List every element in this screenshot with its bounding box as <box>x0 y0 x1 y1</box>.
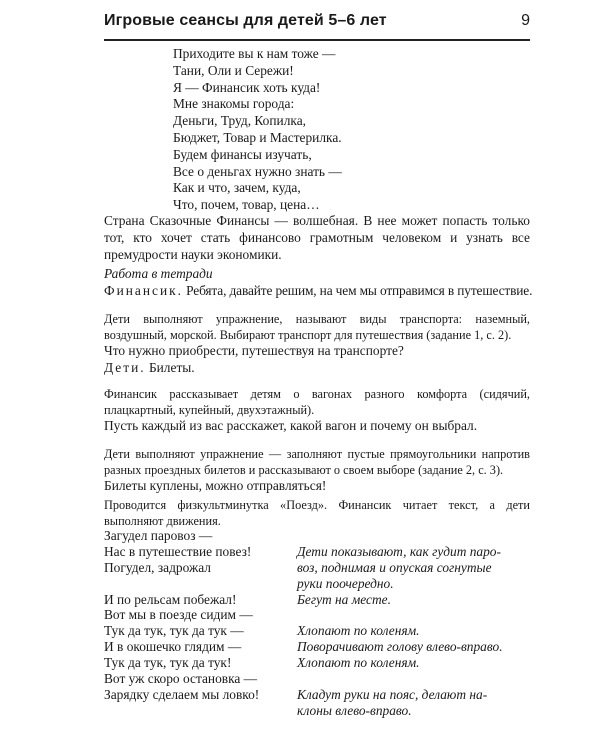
poem-line: Тук да тук, тук да тук — <box>104 623 244 639</box>
speaker-financik: Финансик. <box>104 283 183 298</box>
direction-line: воз, поднимая и опуская согнутые <box>297 559 492 575</box>
poem-line: Что, почем, товар, цена… <box>173 197 320 213</box>
paragraph-country: Страна Сказочные Финансы — волшебная. В нее может попасть только тот, кто хочет стать финансово грамотным человеком и узнать все премудрости науки экономики. <box>104 213 530 262</box>
children-line <box>104 360 530 377</box>
direction-line: Хлопают по коленям. <box>297 623 420 639</box>
poem-line <box>104 576 294 592</box>
children-answer: Билеты. <box>145 360 195 375</box>
poem-line: Нас в путешествие повез! <box>104 543 252 559</box>
page-header <box>104 12 530 42</box>
poem-line: Будем финансы изучать, <box>173 146 312 162</box>
poem-line: Я — Финансик хоть куда! <box>173 79 321 95</box>
poem-line: Мне знакомы города: <box>173 96 295 112</box>
poem-line: Погудел, задрожал <box>104 559 211 575</box>
direction-line: Кладут руки на пояс, делают на- <box>297 686 488 702</box>
direction-line: руки поочередно. <box>297 575 394 591</box>
direction-line <box>297 671 530 687</box>
poem-line: Все о деньгах нужно знать — <box>173 163 342 179</box>
poem-line: Зарядку сделаем мы ловко! <box>104 686 260 702</box>
paragraph-tickets: Билеты куплены, можно отправляться! <box>104 478 327 493</box>
header-rule <box>104 39 530 41</box>
financik-line <box>104 283 533 300</box>
poem-line: Как и что, зачем, куда, <box>173 180 301 196</box>
poem-line: Деньги, Труд, Копилка, <box>173 113 306 129</box>
direction-line: Поворачивают голову влево-вправо. <box>297 639 503 655</box>
poem-line: Вот уж скоро остановка — <box>104 671 258 687</box>
direction-line: Дети показывают, как гудит паро- <box>297 543 501 559</box>
poem-line: Тани, Оли и Сережи! <box>173 62 294 78</box>
page-number: 9 <box>521 12 530 29</box>
poem-line: И в окошечко глядим — <box>104 639 242 655</box>
paragraph-question: Что нужно приобрести, путешествуя на транспорте? <box>104 343 404 358</box>
stage-directions-column <box>297 528 530 719</box>
paragraph-wagons: Финансик рассказывает детям о вагонах разного комфорта (сидячий, плацкартный, купейный, двухэтажный). <box>104 387 530 417</box>
poem-line: И по рельсам побежал! <box>104 591 237 607</box>
poem-line: Вот мы в поезде сидим — <box>104 607 253 623</box>
direction-line: клоны влево-вправо. <box>297 702 412 718</box>
direction-line: Бегут на месте. <box>297 591 391 607</box>
running-title: Игровые сеансы для детей 5–6 лет <box>104 12 387 29</box>
direction-line <box>297 607 530 623</box>
poem-intro <box>173 46 342 214</box>
poem-line: Загудел паровоз — <box>104 528 213 543</box>
paragraph-exercise2: Дети выполняют упражнение — заполняют пустые прямоугольники напротив разных проездных билетов и рассказывают о своем выборе (задание 2, с. 3). <box>104 447 530 477</box>
poem-line: Приходите вы к нам тоже — <box>173 46 336 61</box>
poem-line: Тук да тук, тук да тук! <box>104 655 232 671</box>
paragraph-exercise-break: Проводится физкультминутка «Поезд». Финансик читает текст, а дети выполняют движения. <box>104 498 530 528</box>
poem-text-column <box>104 528 294 703</box>
direction-line <box>297 528 530 544</box>
paragraph-exercise1: Дети выполняют упражнение, называют виды транспорта: наземный, воздушный, морской. Выбирают транспорт для путешествия (задание 1, с. 2). <box>104 312 530 342</box>
speaker-children: Дети. <box>104 360 146 375</box>
poem-line: Бюджет, Товар и Мастерилка. <box>173 129 342 145</box>
workbook-heading: Работа в тетради <box>104 266 213 281</box>
direction-line: Хлопают по коленям. <box>297 655 420 671</box>
financik-speech: Ребята, давайте решим, на чем мы отправимся в путешествие. <box>182 283 533 298</box>
paragraph-tell: Пусть каждый из вас расскажет, какой вагон и почему он выбрал. <box>104 418 478 433</box>
